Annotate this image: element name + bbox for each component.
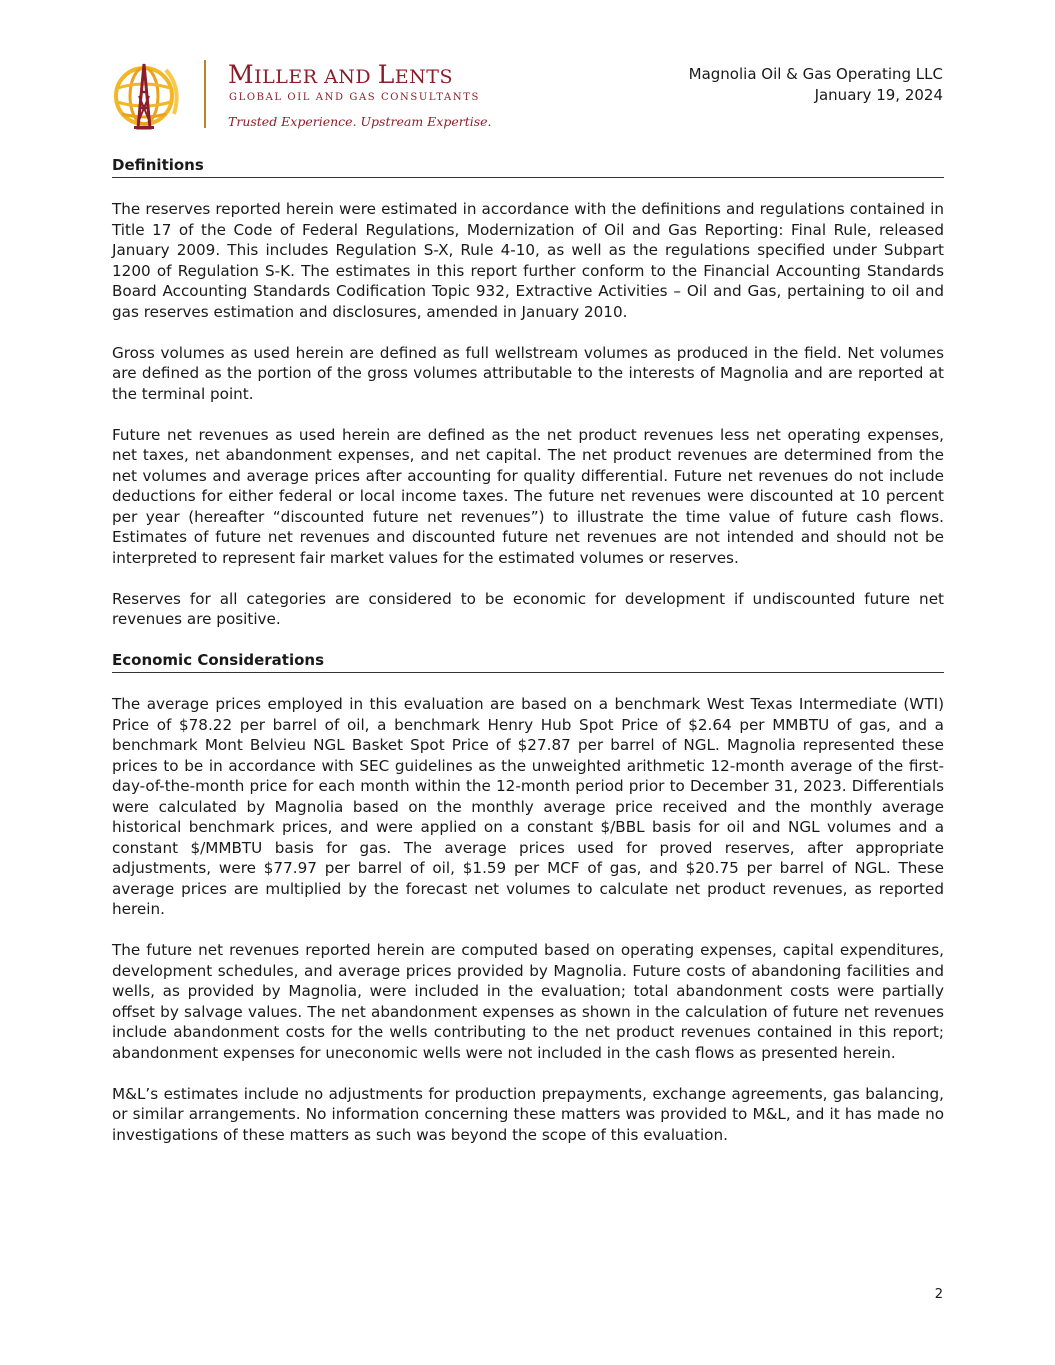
logo-subtitle: GLOBAL OIL AND GAS CONSULTANTS [229,92,480,103]
paragraph: The reserves reported herein were estimated in accordance with the definitions and regulations contained in Title 17 of the Code of Federal Regulations, Modernization of Oil and Gas Reporting: Final Rule, released January 2009. This includes Regulation S-X, Rule 4-10, as well as the regulations specified under Subpart 1200 of Regulation S-K. The estimates in this report further conform to the Financial Accounting Standards Board Accounting Standards Codification Topic 932, Extractive Activities – Oil and Gas, pertaining to oil and gas reserves estimation and disclosures, amended in January 2010. [112,200,944,321]
paragraph: The average prices employed in this evaluation are based on a benchmark West Texas Intermediate (WTI) Price of $78.22 per barrel of oil, a benchmark Henry Hub Spot Price of $2.64 per MMBTU of gas, and a benchmark Mont Belvieu NGL Basket Spot Price of $27.87 per barrel of NGL. Magnolia represented these prices to be in accordance with SEC guidelines as the unweighted arithmetic 12-month average of the first-day-of-the-month price for each month within the 12-month period prior to December 31, 2023. Differentials were calculated by Magnolia based on the monthly average price received and the monthly average historical benchmark prices, and were applied on a constant $/BBL basis for oil and NGL volumes and a constant $/MMBTU basis for gas. The average prices used for proved reserves, after appropriate adjustments, were $77.97 per barrel of oil, $1.59 per MCF of gas, and $20.75 per barrel of NGL. These average prices are multiplied by the forecast net volumes to calculate net product revenues, as reported herein. [112,695,944,918]
client-name: Magnolia Oil & Gas Operating LLC [688,65,943,83]
page-number: 2 [934,1287,943,1302]
paragraph: The future net revenues reported herein are computed based on operating expenses, capital expenditures, development schedules, and average prices provided by Magnolia. Future costs of abandoning facilities and wells, as provided by Magnolia, were included in the evaluation; total abandonment costs were partially offset by salvage values. The net abandonment expenses as shown in the calculation of future net revenues include abandonment costs for the wells contributing to the net product revenues contained in this report; abandonment expenses for uneconomic wells were not included in the cash flows as presented herein. [112,941,944,1062]
company-logo [108,56,492,136]
logo-divider [204,60,206,128]
paragraph: Gross volumes as used herein are defined as full wellstream volumes as produced in the field. Net volumes are defined as the portion of the gross volumes attributable to the interests of Magnolia and are reported at the terminal point. [112,343,944,403]
logo-company-name: MILLER AND LENTS [228,60,453,89]
section-title-definitions: Definitions [112,155,944,178]
document-body [112,155,944,1166]
paragraph: Reserves for all categories are considered to be economic for development if undiscounted future net revenues are positive. [112,589,944,628]
paragraph: Future net revenues as used herein are defined as the net product revenues less net operating expenses, net taxes, net abandonment expenses, and net capital. The net product revenues are determined from the net volumes and average prices after accounting for quality differential. Future net revenues do not include deductions for either federal or local income taxes. The future net revenues were discounted at 10 percent per year (hereafter “discounted future net revenues”) to illustrate the time value of future cash flows. Estimates of future net revenues and discounted future net revenues are not intended and should not be interpreted to represent fair market values for the estimated volumes or reserves. [112,425,944,567]
header-client-block [689,64,943,106]
report-date: January 19, 2024 [814,86,943,104]
globe-derrick-logo-icon [108,58,188,130]
paragraph: M&L’s estimates include no adjustments for production prepayments, exchange agreements, gas balancing, or similar arrangements. No information concerning these matters was provided to M&L, and it has made no investigations of these matters as such was beyond the scope of this evaluation. [112,1084,944,1144]
section-title-economic-considerations: Economic Considerations [112,650,944,673]
logo-tagline: Trusted Experience. Upstream Expertise. [228,114,492,129]
